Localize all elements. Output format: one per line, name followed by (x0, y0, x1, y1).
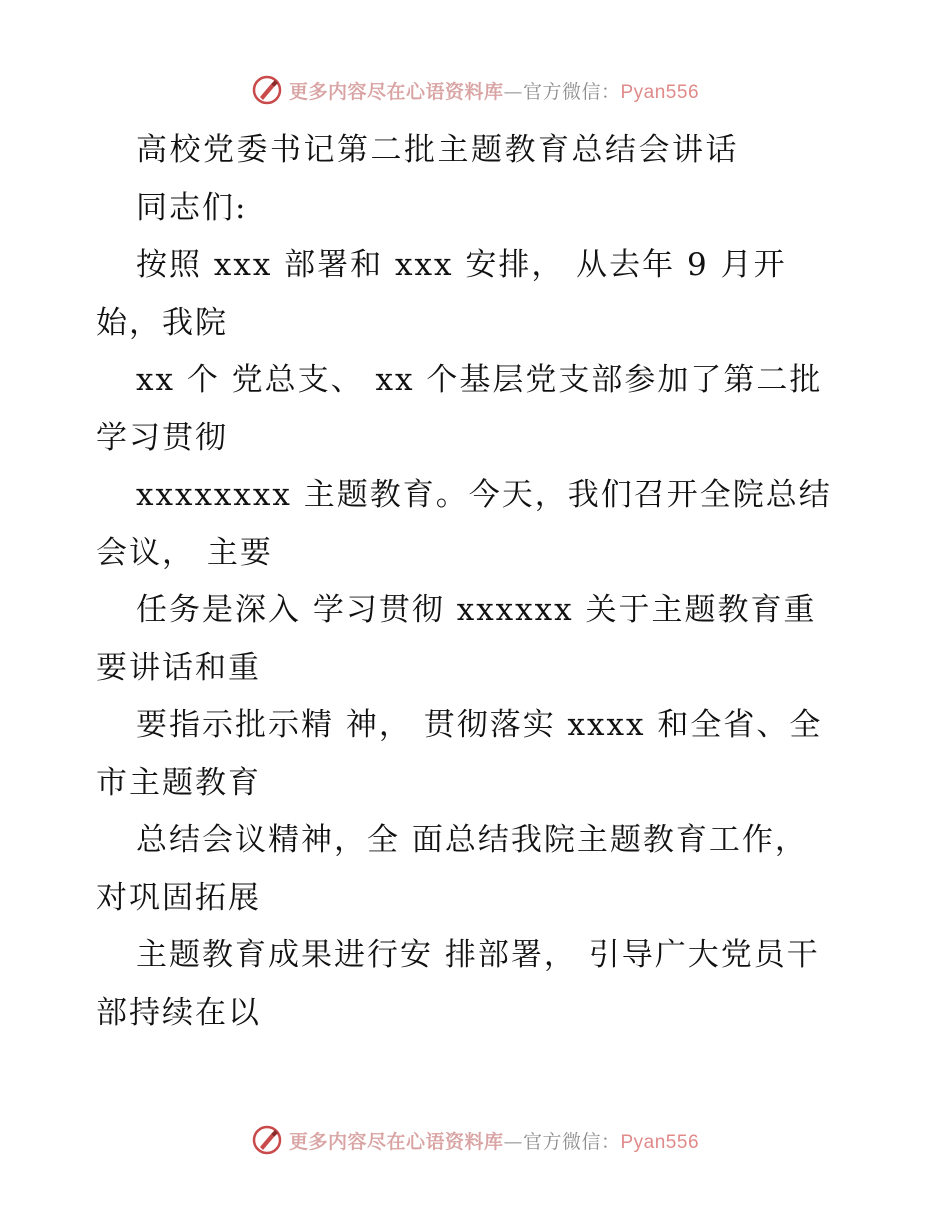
paragraph-line: 要讲话和重 (96, 649, 261, 686)
footer-dash: — (503, 1130, 523, 1153)
footer-watermark (0, 1120, 950, 1160)
paragraph-line: 始，我院 (96, 304, 228, 341)
footer-text (289, 1127, 699, 1154)
paragraph-line: 按照 xxx 部署和 xxx 安排， 从去年 9 月开 (136, 247, 787, 283)
header-text (289, 77, 699, 104)
paragraph-line: 总结会议精神，全 面总结我院主题教育工作， (136, 822, 808, 858)
paragraph-line: 学习贯彻 (96, 419, 228, 456)
document-body (96, 122, 856, 1042)
paragraph-line: 市主题教育 (96, 764, 261, 801)
paragraph-line: 部持续在以 (96, 994, 261, 1031)
paragraph-line: 会议， 主要 (96, 534, 273, 571)
paragraph-line: xxxxxxxx 主题教育。今天，我们召开全院总结 (136, 477, 832, 513)
header-dash: — (503, 80, 523, 103)
header-wechat-id: Pyan556 (620, 81, 700, 103)
header-wechat-label: 官方微信： (522, 80, 621, 103)
footer-wechat-label: 官方微信： (522, 1130, 621, 1153)
footer-wechat-id: Pyan556 (620, 1131, 700, 1153)
paragraph-line: 对巩固拓展 (96, 879, 261, 916)
pen-logo-icon (251, 74, 283, 106)
footer-main: 更多内容尽在心语资料库 (288, 1130, 504, 1153)
document-title: 高校党委书记第二批主题教育总结会讲话 (136, 132, 739, 168)
pen-logo-icon (251, 1124, 283, 1156)
paragraph-line: xx 个 党总支、 xx 个基层党支部参加了第二批 (136, 362, 823, 398)
header-main: 更多内容尽在心语资料库 (288, 80, 504, 103)
paragraph-line: 主题教育成果进行安 排部署， 引导广大党员干 (136, 937, 820, 973)
paragraph-line: 要指示批示精 神， 贯彻落实 xxxx 和全省、全 (136, 707, 823, 743)
header-watermark (0, 70, 950, 110)
greeting: 同志们: (136, 189, 248, 226)
paragraph-line: 任务是深入 学习贯彻 xxxxxx 关于主题教育重 (136, 592, 817, 628)
